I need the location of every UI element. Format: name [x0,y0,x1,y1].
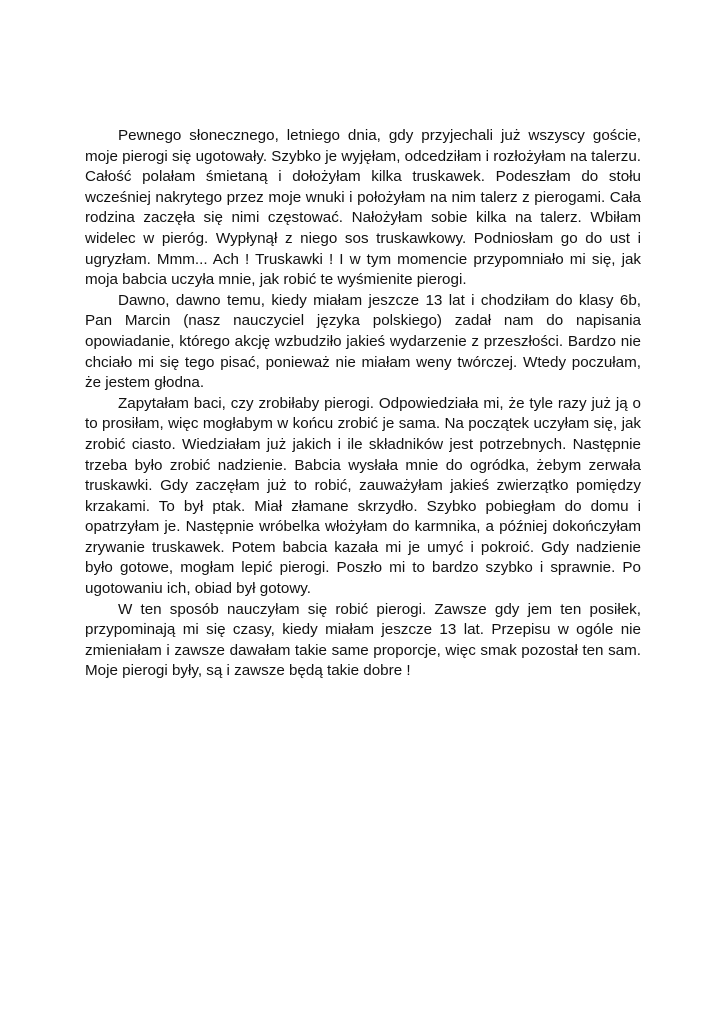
paragraph-3: Zapytałam baci, czy zrobiłaby pierogi. Odpowiedziała mi, że tyle razy już ją o to prosiłam, więc mogłabym w końcu zrobić je sama. Na początek uczyłam się, jak zrobić ciasto. Wiedziałam już jakich i ile składników jest potrzebnych. Następnie trzeba było zrobić nadzienie. Babcia wysłała mnie do ogródka, żebym zerwała truskawki. Gdy zaczęłam już to robić, zauważyłam jakieś zwierzątko pomiędzy krzakami. To był ptak. Miał złamane skrzydło. Szybko pobiegłam do domu i opatrzyłam je. Następnie wróbelka włożyłam do karmnika, a później dokończyłam zrywanie truskawek. Potem babcia kazała mi je umyć i pokroić. Gdy nadzienie było gotowe, mogłam lepić pierogi. Poszło mi to bardzo szybko i sprawnie. Po ugotowaniu ich, obiad był gotowy. [85,394,641,598]
story-text [85,126,641,682]
paragraph-2: Dawno, dawno temu, kiedy miałam jeszcze 13 lat i chodziłam do klasy 6b, Pan Marcin (nasz nauczyciel języka polskiego) zadał nam do napisania opowiadanie, którego akcję wzbudziło jakieś wydarzenie z przeszłości. Bardzo nie chciało mi się tego pisać, ponieważ nie miałam weny twórczej. Wtedy poczułam, że jestem głodna. [85,291,641,392]
paragraph-1: Pewnego słonecznego, letniego dnia, gdy przyjechali już wszyscy goście, moje pierogi się ugotowały. Szybko je wyjęłam, odcedziłam i rozłożyłam na talerzu. Całość polałam śmietaną i dołożyłam kilka truskawek. Podeszłam do stołu wcześniej nakrytego przez moje wnuki i położyłam na nim talerz z pierogami. Cała rodzina zaczęła się nimi częstować. Nałożyłam sobie kilka na talerz. Wbiłam widelec w pieróg. Wypłynął z niego sos truskawkowy. Podniosłam go do ust i ugryzłam. Mmm... Ach ! Truskawki ! I w tym momencie przypomniało mi się, jak moja babcia uczyła mnie, jak robić te wyśmienite pierogi. [85,127,641,289]
paragraph-4: W ten sposób nauczyłam się robić pierogi. Zawsze gdy jem ten posiłek, przypominają mi się czasy, kiedy miałam jeszcze 13 lat. Przepisu w ogóle nie zmieniałam i zawsze dawałam takie same proporcje, więc smak pozostał ten sam. Moje pierogi były, są i zawsze będą takie dobre ! [85,600,641,680]
